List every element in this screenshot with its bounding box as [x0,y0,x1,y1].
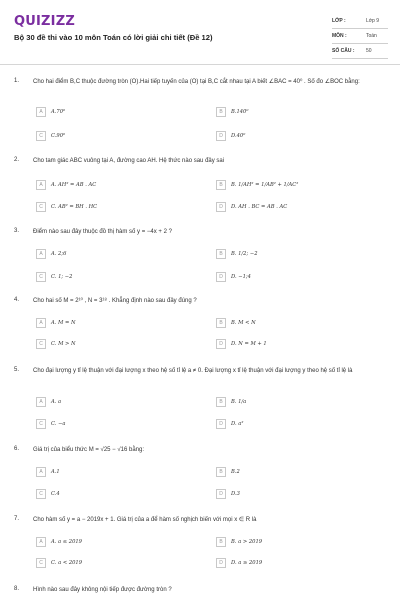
option-letter-box: B [216,467,226,477]
option-text: C. a < 2019 [51,560,83,566]
option-text: C.90⁰ [51,133,66,139]
question-text: Giá trị của biểu thức M = √25 − √16 bằng: [33,447,144,453]
option-letter-box: C [36,489,46,499]
option-c[interactable] [36,131,65,141]
option-b[interactable] [216,249,258,259]
option-letter-box: A [36,180,46,190]
option-d[interactable] [216,272,251,282]
option-c[interactable] [36,202,97,212]
question-text: Cho đại lượng y tỉ lệ thuận với đại lượng x theo hệ số tỉ lệ a ≠ 0. Đại lượng x tỉ lệ thuận với đại lượng y theo hệ số tỉ lệ là [33,368,353,374]
option-letter-box: B [216,537,226,547]
option-letter-box: B [216,249,226,259]
option-text: A.1 [51,469,60,475]
option-letter-box: D [216,202,226,212]
option-letter-box: A [36,249,46,259]
option-letter-box: C [36,419,46,429]
option-c[interactable] [36,272,72,282]
option-letter-box: B [216,318,226,328]
meta-row-subject [332,29,388,44]
option-text: A. M = N [51,320,76,326]
option-d[interactable] [216,558,262,568]
option-letter-box: D [216,131,226,141]
question-text: Cho hàm số y = a − 2019x + 1. Giá trị của a để hàm số nghịch biến với mọi x ∈ R là [33,517,257,523]
option-c[interactable] [36,419,66,429]
option-d[interactable] [216,202,287,212]
option-d[interactable] [216,489,240,499]
option-letter-box: D [216,339,226,349]
option-b[interactable] [216,180,298,190]
option-letter-box: D [216,419,226,429]
meta-value: Toán [366,33,377,39]
option-text: D. a ≥ 2019 [231,560,263,566]
option-a[interactable] [36,249,66,259]
question-number: 7. [14,516,20,522]
question-text: Cho tam giác ABC vuông tại A, đường cao AH. Hệ thức nào sau đây sai [33,158,225,164]
question-text: Cho hai số M = 2¹⁰ , N = 3¹⁸ . Khẳng định nào sau đây đúng ? [33,298,197,304]
option-letter-box: D [216,489,226,499]
option-letter-box: C [36,272,46,282]
option-a[interactable] [36,318,76,328]
meta-info [332,14,388,59]
document-title: Bộ 30 đề thi vào 10 môn Toán có lời giải chi tiết (Đề 12) [14,33,213,42]
option-text: C. 1; −2 [51,274,73,280]
option-letter-box: D [216,558,226,568]
option-text: B.2 [231,469,240,475]
option-a[interactable] [36,467,60,477]
option-letter-box: A [36,537,46,547]
question-number: 8. [14,586,20,592]
question-text: Điểm nào sau đây thuộc đồ thị hàm số y = −4x + 2 ? [33,229,172,235]
option-text: A.70⁰ [51,109,66,115]
option-text: D. AH . BC = AB . AC [231,204,288,210]
option-a[interactable] [36,180,96,190]
option-d[interactable] [216,131,245,141]
option-letter-box: A [36,397,46,407]
question-text: Cho hai điểm B,C thuộc đường tròn (O).Hai tiếp tuyến của (O) tại B,C cắt nhau tại A biết ∠BAC = 40⁰ . Số đo ∠BOC bằng: [33,79,360,85]
option-letter-box: A [36,107,46,117]
meta-row-grade [332,14,388,29]
option-letter-box: C [36,339,46,349]
option-text: B. M < N [231,320,256,326]
option-text: D. N = M + 1 [231,341,267,347]
option-text: B. 1/AH² = 1/AB² + 1/AC² [231,182,299,188]
meta-value: Lớp 9 [366,18,380,24]
option-letter-box: A [36,467,46,477]
option-c[interactable] [36,558,82,568]
option-text: D.40⁰ [231,133,246,139]
option-c[interactable] [36,489,60,499]
question-number: 5. [14,367,20,373]
document-header [0,0,400,64]
option-b[interactable] [216,537,262,547]
option-b[interactable] [216,318,256,328]
question-text: Hình nào sau đây không nội tiếp được đường tròn ? [33,587,172,593]
option-text: C. AB² = BH . HC [51,204,98,210]
question-number: 3. [14,228,20,234]
quizizz-logo: QUIZIZZ [14,14,75,29]
meta-label: MÔN : [332,33,347,39]
option-letter-box: A [36,318,46,328]
question-number: 4. [14,297,20,303]
option-text: B. a > 2019 [231,539,263,545]
option-letter-box: B [216,107,226,117]
meta-label: LỚP : [332,18,346,24]
question-number: 2. [14,157,20,163]
option-text: A. a [51,399,62,405]
option-letter-box: D [216,272,226,282]
header-divider [0,64,400,65]
option-text: C. M > N [51,341,76,347]
option-text: D.3 [231,491,240,497]
option-text: C. −a [51,421,66,427]
option-c[interactable] [36,339,76,349]
option-text: B.140⁰ [231,109,249,115]
option-b[interactable] [216,107,248,117]
question-number: 6. [14,446,20,452]
option-a[interactable] [36,397,61,407]
meta-row-count [332,44,388,59]
option-a[interactable] [36,107,65,117]
option-text: D. −1;4 [231,274,251,280]
option-text: B. 1/2; −2 [231,251,258,257]
option-text: A. a ≤ 2019 [51,539,82,545]
question-number: 1. [14,78,20,84]
option-text: A. AH² = AB . AC [51,182,97,188]
option-letter-box: C [36,202,46,212]
meta-label: SỐ CÂU : [332,48,355,54]
option-letter-box: C [36,558,46,568]
option-letter-box: B [216,180,226,190]
option-text: D. a² [231,421,244,427]
option-text: C.4 [51,491,60,497]
option-text: B. 1/a [231,399,247,405]
option-a[interactable] [36,537,82,547]
option-b[interactable] [216,467,240,477]
meta-value: 50 [366,48,372,54]
option-letter-box: B [216,397,226,407]
option-d[interactable] [216,419,243,429]
option-letter-box: C [36,131,46,141]
option-b[interactable] [216,397,246,407]
option-text: A. 2;6 [51,251,67,257]
option-d[interactable] [216,339,267,349]
